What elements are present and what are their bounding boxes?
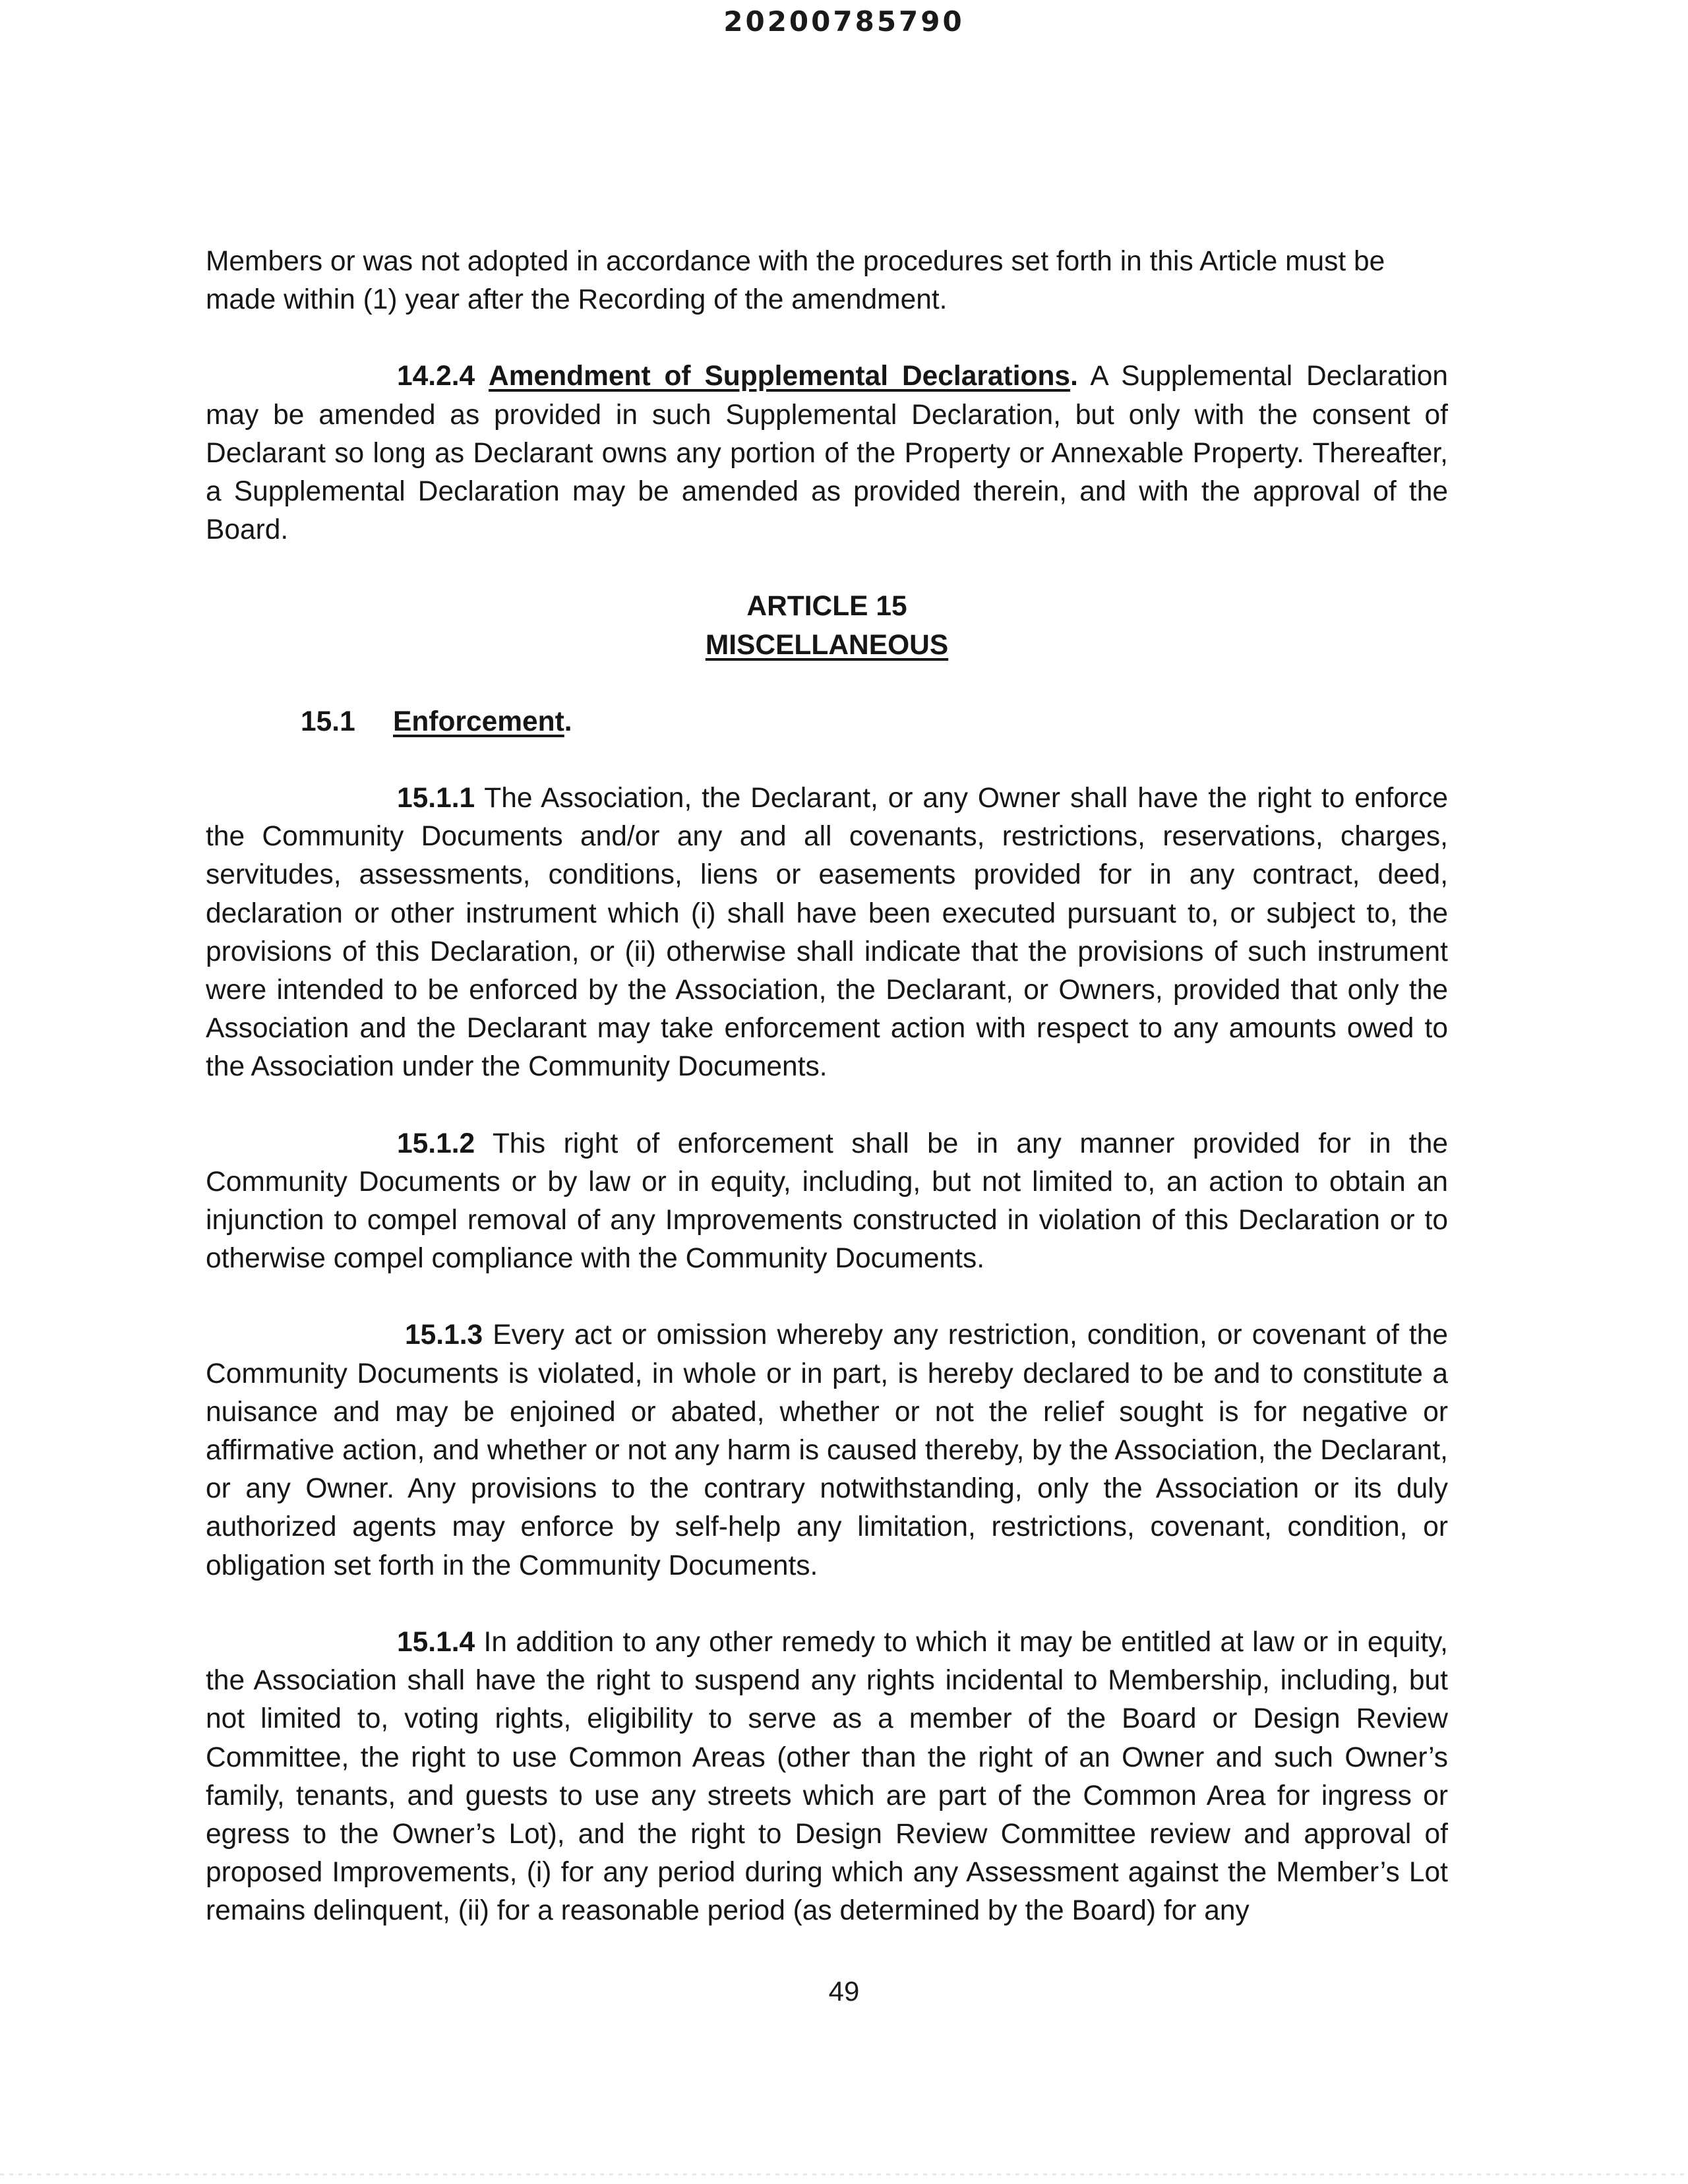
section-15-1-2-text: This right of enforcement shall be in any manner provided for in the Community Documents or by law or in equity, including, but not limited to, an action to obtain an injunction to compel removal of any Improvements constructed in violation of this Declaration or to otherwise compel compliance with the Community Documents.: [206, 1128, 1448, 1275]
section-15-1-2-number: 15.1.2: [397, 1128, 475, 1159]
document-number: 20200785790: [723, 5, 965, 38]
section-15-1-period: .: [564, 706, 572, 737]
section-14-2-4-period: .: [1070, 361, 1078, 392]
section-14-2-4-title: Amendment of Supplemental Declarations: [489, 361, 1071, 392]
article-title: MISCELLANEOUS: [705, 629, 949, 661]
section-15-1-3-text: Every act or omission whereby any restriction, condition, or covenant of the Community Documents is violated, in whole or in part, is hereby declared to be and to constitute a nuisance and may be enjoined or abated, whether or not the relief sought is for negative or affirmative action, and whether or not any harm is caused thereby, by the Association, the Declarant, or any Owner. Any provisions to the contrary notwithstanding, only the Association or its duly authorized agents may enforce by self-help any limitation, restrictions, covenant, condition, or obligation set forth in the Community Documents.: [206, 1320, 1448, 1581]
scan-edge-artifact: [0, 2173, 1688, 2175]
section-15-1-4-text: In addition to any other remedy to which it may be entitled at law or in equity, the Association shall have the right to suspend any rights incidental to Membership, including, but not limited to, voting rights, eligibility to serve as a member of the Board or Design Review Committee, the right to use Common Areas (other than the right of an Owner and such Owner’s family, tenants, and guests to use any streets which are part of the Common Area for ingress or egress to the Owner’s Lot), and the right to Design Review Committee review and approval of proposed Improvements, (i) for any period during which any Assessment against the Member’s Lot remains delinquent, (ii) for a reasonable period (as determined by the Board) for any: [206, 1626, 1448, 1927]
document-body: [206, 243, 1448, 1969]
continuation-paragraph: Members or was not adopted in accordance with the procedures set forth in this Article must be made within (1) year after the Recording of the amendment.: [206, 246, 1385, 316]
section-15-1-4-number: 15.1.4: [397, 1626, 475, 1658]
section-15-1-1: [206, 779, 1448, 1087]
section-15-1-title: Enforcement: [393, 706, 564, 737]
section-14-2-4-text: A Supplemental Declaration may be amended as provided in such Supplemental Declaration, but only with the consent of Declarant so long as Declarant owns any portion of the Property or Annexable Property. Thereafter, a Supplemental Declaration may be amended as provided therein, and with the approval of the Board.: [206, 361, 1448, 546]
section-15-1-heading: [206, 703, 1448, 741]
section-15-1-3: [206, 1316, 1448, 1585]
section-14-2-4: [206, 357, 1448, 549]
section-14-2-4-number: 14.2.4: [397, 361, 475, 392]
section-15-1-1-text: The Association, the Declarant, or any Owner shall have the right to enforce the Community Documents and/or any and all covenants, restrictions, reservations, charges, servitudes, assessments, conditions, liens or easements provided for in any contract, deed, declaration or other instrument which (i) shall have been executed pursuant to, or subject to, the provisions of this Declaration, or (ii) otherwise shall indicate that the provisions of such instrument were intended to be enforced by the Association, the Declarant, or Owners, provided that only the Association and the Declarant may take enforcement action with respect to any amounts owed to the Association under the Community Documents.: [206, 783, 1448, 1083]
section-15-1-4: [206, 1623, 1448, 1931]
article-heading: [206, 588, 1448, 664]
article-label: ARTICLE 15: [746, 591, 907, 622]
section-15-1-3-number: 15.1.3: [405, 1320, 483, 1351]
section-15-1-1-number: 15.1.1: [397, 783, 475, 814]
page-number: 49: [828, 1976, 860, 2007]
section-15-1-number: 15.1: [301, 706, 355, 737]
section-15-1-2: [206, 1125, 1448, 1279]
